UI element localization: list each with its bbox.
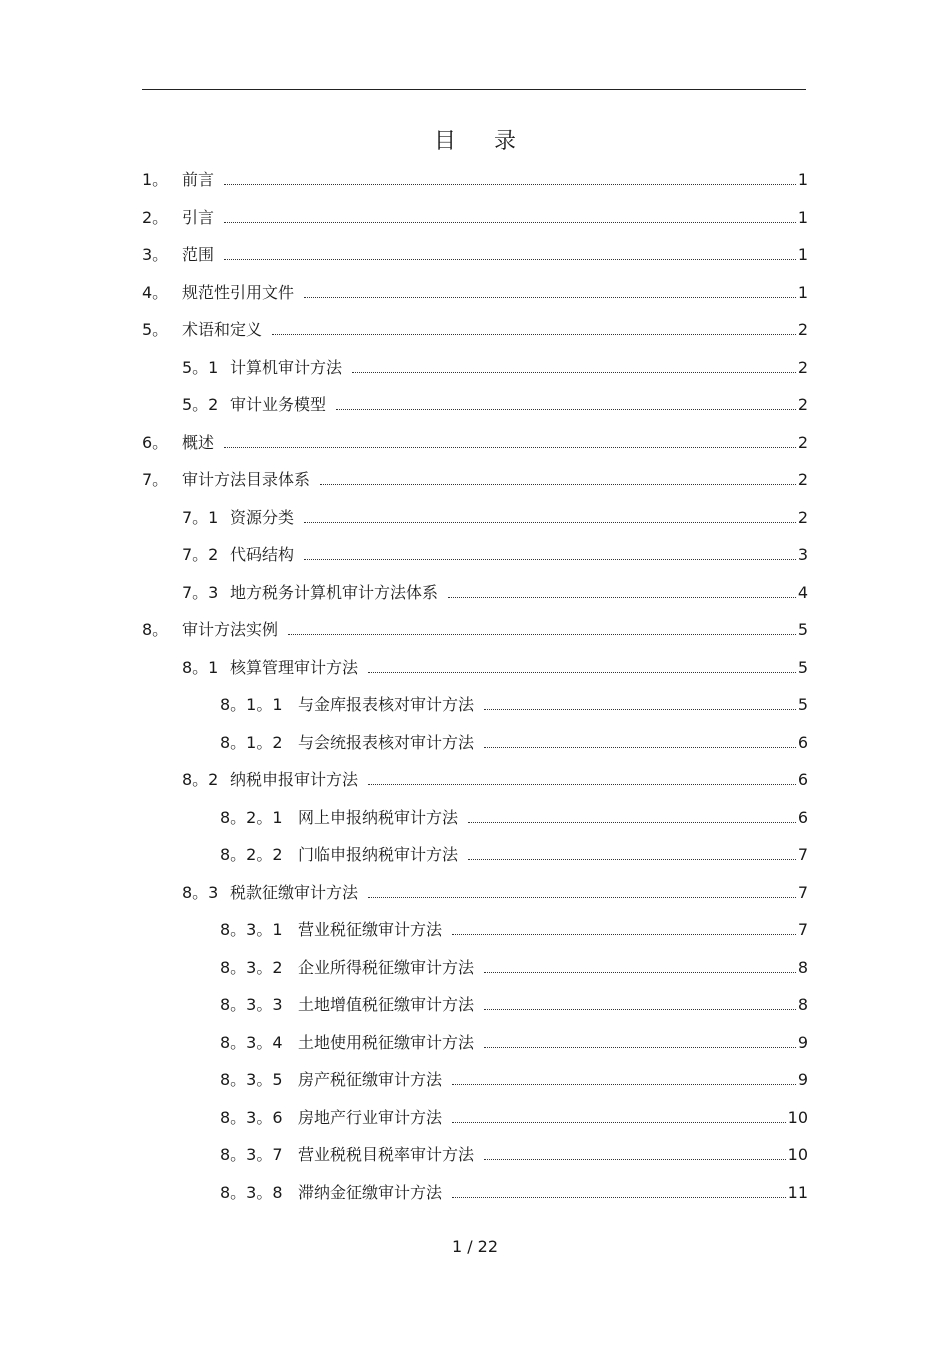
toc-title-char-2: 录 xyxy=(494,129,517,154)
toc-entry-title: 审计方法目录体系 xyxy=(182,470,311,489)
toc-entry-number: 8。2。1 xyxy=(220,808,283,827)
toc-entry-title: 审计方法实例 xyxy=(182,620,279,639)
toc-entry-page: 8 xyxy=(797,958,808,977)
toc-leader-dots xyxy=(224,259,796,260)
toc-entry[interactable] xyxy=(142,468,808,490)
toc-entry-title: 纳税申报审计方法 xyxy=(230,770,359,789)
toc-entry-title: 企业所得税征缴审计方法 xyxy=(298,958,475,977)
toc-leader-dots xyxy=(368,897,796,898)
toc-entry[interactable] xyxy=(220,843,808,865)
toc-entry-number: 8。1。1 xyxy=(220,695,283,714)
toc-entry[interactable] xyxy=(182,581,808,603)
toc-entry-page: 5 xyxy=(797,658,808,677)
toc-entry[interactable] xyxy=(220,1068,808,1090)
toc-leader-dots xyxy=(336,409,796,410)
toc-leader-dots xyxy=(484,747,796,748)
toc-leader-dots xyxy=(368,784,796,785)
toc-entry[interactable] xyxy=(142,318,808,340)
toc-entry-number: 5。1 xyxy=(182,358,219,377)
toc-entry-title: 网上申报纳税审计方法 xyxy=(298,808,459,827)
toc-entry-page: 8 xyxy=(797,995,808,1014)
toc-entry-page: 1 xyxy=(797,170,808,189)
toc-leader-dots xyxy=(320,484,796,485)
toc-entry-number: 8。 xyxy=(142,620,169,639)
toc-entry-title: 资源分类 xyxy=(230,508,295,527)
toc-entry-number: 7。2 xyxy=(182,545,219,564)
toc-entry-page: 4 xyxy=(797,583,808,602)
toc-entry-number: 8。2 xyxy=(182,770,219,789)
toc-entry-number: 8。3。7 xyxy=(220,1145,283,1164)
toc-title xyxy=(0,124,950,155)
toc-entry-number: 5。 xyxy=(142,320,169,339)
toc-leader-dots xyxy=(288,634,796,635)
toc-entry-page: 6 xyxy=(797,733,808,752)
toc-entry[interactable] xyxy=(182,543,808,565)
toc-entry-title: 与金库报表核对审计方法 xyxy=(298,695,475,714)
toc-leader-dots xyxy=(352,372,796,373)
toc-entry-title: 土地使用税征缴审计方法 xyxy=(298,1033,475,1052)
toc-entry[interactable] xyxy=(220,993,808,1015)
toc-leader-dots xyxy=(468,859,796,860)
toc-entry-page: 3 xyxy=(797,545,808,564)
toc-leader-dots xyxy=(484,1047,796,1048)
toc-entry-title: 核算管理审计方法 xyxy=(230,658,359,677)
toc-entry-page: 5 xyxy=(797,620,808,639)
toc-entry-number: 8。2。2 xyxy=(220,845,283,864)
toc-entry-page: 1 xyxy=(797,208,808,227)
toc-leader-dots xyxy=(304,297,796,298)
toc-entry-page: 6 xyxy=(797,808,808,827)
toc-leader-dots xyxy=(224,222,796,223)
toc-leader-dots xyxy=(484,1159,786,1160)
toc-entry[interactable] xyxy=(142,431,808,453)
toc-entry-number: 7。3 xyxy=(182,583,219,602)
toc-entry-number: 8。3。2 xyxy=(220,958,283,977)
toc-entry-title: 滞纳金征缴审计方法 xyxy=(298,1183,443,1202)
toc-entry-number: 8。3。8 xyxy=(220,1183,283,1202)
toc-entry[interactable] xyxy=(182,393,808,415)
toc-entry[interactable] xyxy=(182,881,808,903)
toc-entry-number: 6。 xyxy=(142,433,169,452)
toc-entry-number: 8。3。1 xyxy=(220,920,283,939)
toc-entry-title: 门临申报纳税审计方法 xyxy=(298,845,459,864)
toc-entry-title: 规范性引用文件 xyxy=(182,283,295,302)
toc-entry-number: 8。1 xyxy=(182,658,219,677)
toc-entry-number: 8。3 xyxy=(182,883,219,902)
toc-entry-page: 10 xyxy=(787,1108,808,1127)
toc-entry[interactable] xyxy=(220,956,808,978)
toc-entry-title: 范围 xyxy=(182,245,215,264)
toc-entry[interactable] xyxy=(142,206,808,228)
toc-entry[interactable] xyxy=(142,281,808,303)
toc-leader-dots xyxy=(452,1122,786,1123)
toc-entry-page: 7 xyxy=(797,883,808,902)
toc-entry-page: 1 xyxy=(797,283,808,302)
toc-leader-dots xyxy=(484,709,796,710)
toc-entry-number: 7。 xyxy=(142,470,169,489)
toc-entry-title: 计算机审计方法 xyxy=(230,358,343,377)
toc-entry-number: 8。3。6 xyxy=(220,1108,283,1127)
toc-entry-page: 9 xyxy=(797,1033,808,1052)
toc-leader-dots xyxy=(304,522,796,523)
toc-entry-number: 1。 xyxy=(142,170,169,189)
toc-entry-page: 7 xyxy=(797,920,808,939)
toc-leader-dots xyxy=(468,822,796,823)
toc-entry-page: 9 xyxy=(797,1070,808,1089)
toc-leader-dots xyxy=(224,184,796,185)
toc-entry-title: 税款征缴审计方法 xyxy=(230,883,359,902)
toc-leader-dots xyxy=(224,447,796,448)
toc-entry-number: 7。1 xyxy=(182,508,219,527)
toc-entry-page: 6 xyxy=(797,770,808,789)
toc-entry-number: 8。1。2 xyxy=(220,733,283,752)
toc-entry-title: 房地产行业审计方法 xyxy=(298,1108,443,1127)
header-rule xyxy=(142,89,806,90)
toc-entry-page: 1 xyxy=(797,245,808,264)
toc-entry[interactable] xyxy=(142,618,808,640)
toc-entry-title: 代码结构 xyxy=(230,545,295,564)
toc-entry-number: 4。 xyxy=(142,283,169,302)
toc-entry-number: 8。3。4 xyxy=(220,1033,283,1052)
toc-entry-number: 5。2 xyxy=(182,395,219,414)
toc-entry-title: 术语和定义 xyxy=(182,320,263,339)
toc-entry-title: 引言 xyxy=(182,208,215,227)
toc-entry[interactable] xyxy=(220,1106,808,1128)
toc-entry[interactable] xyxy=(220,1031,808,1053)
toc-entry-number: 2。 xyxy=(142,208,169,227)
toc-entry-page: 10 xyxy=(787,1145,808,1164)
toc-leader-dots xyxy=(448,597,796,598)
toc-entry[interactable] xyxy=(182,506,808,528)
toc-entry-page: 2 xyxy=(797,470,808,489)
toc-leader-dots xyxy=(368,672,796,673)
toc-entry[interactable] xyxy=(182,356,808,378)
toc-entry[interactable] xyxy=(142,243,808,265)
toc-entry-number: 8。3。3 xyxy=(220,995,283,1014)
toc-entry-number: 3。 xyxy=(142,245,169,264)
toc-title-char-1: 目 xyxy=(433,129,456,154)
toc-entry-title: 土地增值税征缴审计方法 xyxy=(298,995,475,1014)
toc-entry-title: 营业税征缴审计方法 xyxy=(298,920,443,939)
toc-entry-page: 2 xyxy=(797,358,808,377)
toc-entry[interactable] xyxy=(220,1181,808,1203)
toc-entry-title: 审计业务模型 xyxy=(230,395,327,414)
toc-entry-page: 11 xyxy=(787,1183,808,1202)
toc-entry-page: 5 xyxy=(797,695,808,714)
toc-leader-dots xyxy=(452,934,796,935)
toc-leader-dots xyxy=(484,972,796,973)
toc-entry[interactable] xyxy=(182,768,808,790)
toc-entry[interactable] xyxy=(220,731,808,753)
toc-entry-title: 地方税务计算机审计方法体系 xyxy=(230,583,439,602)
toc-entry-page: 2 xyxy=(797,508,808,527)
toc-entry-page: 2 xyxy=(797,320,808,339)
toc-entry[interactable] xyxy=(142,168,808,190)
toc-entry[interactable] xyxy=(220,918,808,940)
toc-entry-title: 营业税税目税率审计方法 xyxy=(298,1145,475,1164)
toc-entry[interactable] xyxy=(220,693,808,715)
toc-leader-dots xyxy=(452,1197,786,1198)
toc-entry-title: 房产税征缴审计方法 xyxy=(298,1070,443,1089)
toc-entry-page: 2 xyxy=(797,395,808,414)
page-indicator: 1 / 22 xyxy=(451,1237,499,1256)
toc-entry-page: 7 xyxy=(797,845,808,864)
toc-leader-dots xyxy=(452,1084,796,1085)
toc-entry-title: 与会统报表核对审计方法 xyxy=(298,733,475,752)
toc-entry[interactable] xyxy=(220,1143,808,1165)
toc-leader-dots xyxy=(304,559,796,560)
toc-entry-number: 8。3。5 xyxy=(220,1070,283,1089)
toc-entry-page: 2 xyxy=(797,433,808,452)
toc-leader-dots xyxy=(484,1009,796,1010)
toc-leader-dots xyxy=(272,334,796,335)
toc-entry[interactable] xyxy=(182,656,808,678)
toc-entry-title: 概述 xyxy=(182,433,215,452)
toc-entry[interactable] xyxy=(220,806,808,828)
toc-entry-title: 前言 xyxy=(182,170,215,189)
